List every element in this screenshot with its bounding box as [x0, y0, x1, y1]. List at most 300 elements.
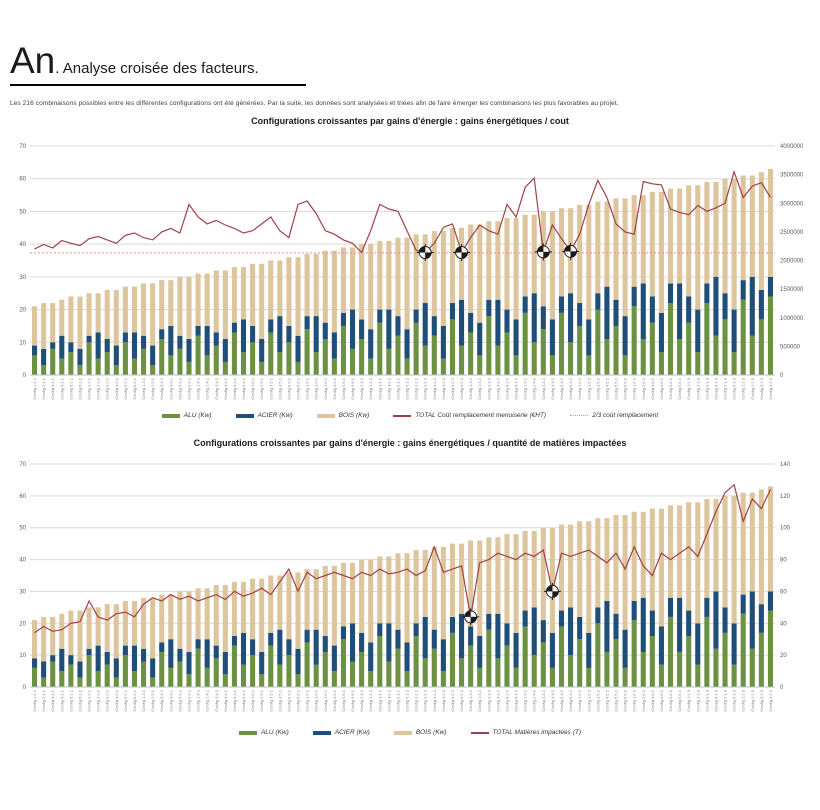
bar-segment-bois — [114, 290, 119, 346]
x-axis-label: Config 5.1.2 — [395, 690, 401, 712]
left-axis-tick-label: 10 — [19, 340, 26, 347]
x-axis-label: Config 2.6.1 — [313, 378, 319, 400]
bar-segment-bois — [486, 537, 491, 613]
bar-segment-acier — [50, 655, 55, 661]
x-axis-label: Config 2.1.2 — [368, 690, 374, 712]
bar-segment-alu — [32, 668, 37, 687]
bar-segment-bois — [105, 604, 110, 652]
x-axis-label: Config 5.1.2 — [395, 378, 401, 400]
bar-segment-bois — [196, 588, 201, 639]
bar-segment-acier — [87, 336, 92, 343]
x-axis-label: Config 6.3.2 — [513, 690, 519, 712]
bar-segment-bois — [732, 496, 737, 623]
x-axis-label: Config 6.6.1 — [350, 690, 355, 712]
bar-segment-alu — [559, 313, 564, 375]
bar-segment-alu — [295, 674, 300, 687]
x-axis-label: Config 1.6.2 — [631, 690, 637, 712]
bar-segment-alu — [59, 671, 64, 687]
bar-segment-alu — [123, 655, 128, 687]
bar-segment-bois — [241, 582, 246, 633]
bar-segment-acier — [250, 326, 255, 342]
bar-segment-alu — [314, 665, 319, 687]
x-axis-label: Config 2.2.3 — [749, 690, 755, 712]
bar-segment-acier — [405, 642, 410, 671]
bar-segment-bois — [159, 595, 164, 643]
chart-cost-plot — [0, 134, 820, 410]
x-axis-label: Config 4.6.2 — [658, 690, 664, 712]
x-axis-label: Config 3.5.2 — [595, 690, 601, 712]
bar-segment-acier — [150, 658, 155, 677]
x-axis-label: Config 1.3.2 — [468, 378, 474, 400]
x-axis-label: Config 3.2.1 — [104, 378, 110, 400]
bar-segment-acier — [205, 326, 210, 355]
x-axis-label: Config 3.1.1 — [50, 378, 56, 400]
bar-segment-alu — [686, 636, 691, 687]
bar-segment-alu — [595, 623, 600, 687]
x-axis-label: Config 2.3.1 — [150, 690, 156, 712]
bar-segment-alu — [704, 303, 709, 375]
bar-segment-bois — [214, 270, 219, 332]
bar-segment-bois — [150, 283, 155, 345]
bar-segment-alu — [722, 319, 727, 375]
bar-segment-bois — [613, 198, 618, 299]
bar-segment-acier — [68, 342, 73, 352]
bar-segment-acier — [523, 296, 528, 312]
x-axis-label: Config 2.2.1 — [95, 690, 101, 712]
bar-segment-bois — [659, 509, 664, 627]
x-axis-label: Config 4.3.2 — [495, 690, 501, 712]
bar-segment-bois — [395, 553, 400, 629]
bar-segment-alu — [150, 677, 155, 687]
bar-segment-alu — [650, 636, 655, 687]
bar-segment-acier — [722, 293, 727, 319]
left-axis-tick-label: 40 — [19, 242, 26, 249]
datum-target-marker-icon — [544, 583, 561, 600]
bar-segment-acier — [123, 646, 128, 656]
bar-segment-bois — [332, 251, 337, 333]
bar-segment-bois — [559, 208, 564, 296]
right-axis-tick-label: 4000000 — [780, 144, 804, 150]
bar-segment-bois — [514, 534, 519, 633]
bar-segment-bois — [432, 547, 437, 630]
x-axis-label: Config 3.1.1 — [50, 690, 56, 712]
bar-segment-bois — [586, 521, 591, 633]
x-axis-label: Config 1.5.2 — [577, 378, 583, 400]
x-axis-label: Config 2.5.1 — [259, 378, 265, 400]
bar-segment-alu — [595, 310, 600, 375]
bar-segment-bois — [132, 601, 137, 646]
bar-segment-alu — [168, 355, 173, 375]
bar-segment-acier — [704, 283, 709, 303]
chart-materials-section — [0, 438, 820, 736]
bar-segment-bois — [695, 502, 700, 623]
bar-segment-acier — [241, 319, 246, 352]
bar-segment-bois — [732, 179, 737, 310]
x-axis-label: Config 3.5.2 — [595, 378, 601, 400]
bar-segment-acier — [741, 280, 746, 300]
x-axis-label: Config 2.1.3 — [695, 690, 701, 712]
bar-segment-acier — [114, 658, 119, 677]
x-axis-label: Config 5.2.2 — [450, 690, 455, 712]
bar-segment-alu — [395, 649, 400, 687]
bar-segment-alu — [359, 339, 364, 375]
bar-segment-alu — [414, 323, 419, 375]
legend-bar-swatch — [317, 414, 335, 418]
x-axis-label: Config 4.6.1 — [331, 378, 337, 400]
bar-segment-bois — [32, 306, 37, 345]
bar-segment-acier — [196, 326, 201, 336]
bar-segment-alu — [495, 658, 500, 687]
bar-segment-bois — [259, 264, 264, 339]
bar-segment-bois — [677, 189, 682, 284]
legend-label: ACIER (Kw) — [257, 412, 293, 419]
bar-segment-alu — [523, 626, 528, 687]
bar-segment-alu — [32, 355, 37, 375]
bar-segment-bois — [659, 192, 664, 313]
x-axis-label: Config 1.2.1 — [86, 690, 92, 712]
bar-segment-alu — [577, 639, 582, 687]
bar-segment-alu — [286, 655, 291, 687]
bar-segment-acier — [532, 293, 537, 342]
right-axis-tick-label: 80 — [780, 557, 787, 564]
bar-segment-acier — [259, 652, 264, 674]
bar-segment-alu — [68, 352, 73, 375]
bar-segment-bois — [504, 218, 509, 310]
bar-segment-bois — [577, 521, 582, 617]
x-axis-label: Config 2.5.2 — [586, 378, 592, 400]
right-axis-tick-label: 120 — [780, 493, 791, 500]
bar-segment-alu — [177, 349, 182, 375]
bar-segment-alu — [623, 668, 628, 687]
x-axis-label: Config 1.5.1 — [250, 378, 256, 400]
bar-segment-alu — [604, 652, 609, 687]
bar-segment-alu — [223, 362, 228, 375]
left-axis-tick-label: 10 — [19, 653, 26, 660]
legend-bar-swatch — [162, 414, 180, 418]
bar-segment-bois — [87, 607, 92, 648]
bar-segment-acier — [395, 316, 400, 336]
bar-segment-bois — [368, 560, 373, 643]
bar-segment-acier — [504, 623, 509, 645]
bar-segment-acier — [41, 662, 46, 678]
bar-segment-bois — [450, 544, 455, 617]
x-axis-label: Config 1.1.2 — [359, 378, 365, 400]
bar-segment-alu — [768, 611, 773, 687]
bar-segment-acier — [532, 607, 537, 655]
x-axis-label: Config 5.5.1 — [286, 378, 292, 400]
bar-segment-acier — [613, 614, 618, 639]
bar-segment-acier — [68, 655, 73, 665]
bar-segment-bois — [168, 280, 173, 326]
bar-segment-alu — [223, 674, 228, 687]
bar-segment-acier — [323, 636, 328, 652]
bar-segment-bois — [114, 604, 119, 658]
bar-segment-bois — [96, 293, 101, 332]
bar-segment-acier — [132, 646, 137, 671]
x-axis-label: Config 5.4.1 — [231, 378, 237, 400]
x-axis-label: Config 3.2.3 — [758, 690, 764, 712]
bar-segment-acier — [305, 316, 310, 329]
legend-label: BOIS (Kw) — [338, 412, 370, 419]
x-axis-label: Config 6.1.1 — [77, 690, 83, 712]
bar-segment-bois — [623, 198, 628, 316]
bar-segment-alu — [205, 668, 210, 687]
left-axis-tick-label: 0 — [22, 685, 26, 691]
right-axis-tick-label: 3500000 — [780, 172, 804, 179]
bar-segment-bois — [623, 515, 628, 630]
bar-segment-acier — [214, 332, 219, 345]
bar-segment-bois — [477, 540, 482, 636]
page-header — [10, 42, 800, 107]
x-axis-label: Config 1.3.1 — [141, 378, 147, 400]
bar-segment-bois — [595, 518, 600, 607]
bar-segment-acier — [268, 319, 273, 332]
x-axis-label: Config 3.1.2 — [377, 690, 383, 712]
bar-segment-alu — [268, 332, 273, 375]
bar-segment-alu — [586, 355, 591, 375]
bar-segment-acier — [441, 326, 446, 359]
bar-segment-bois — [368, 244, 373, 329]
bar-segment-alu — [250, 342, 255, 375]
bar-segment-alu — [196, 649, 201, 687]
right-axis-tick-label: 2000000 — [780, 258, 804, 265]
bar-segment-bois — [750, 175, 755, 276]
bar-segment-acier — [677, 598, 682, 652]
bar-segment-bois — [59, 614, 64, 649]
x-axis-label: Config 4.3.2 — [495, 378, 501, 400]
bar-segment-alu — [423, 658, 428, 687]
bar-segment-alu — [432, 336, 437, 375]
x-axis-label: Config 1.4.2 — [522, 378, 528, 400]
bar-segment-bois — [768, 169, 773, 277]
legend-item — [239, 729, 289, 736]
bar-segment-acier — [495, 614, 500, 659]
bar-segment-bois — [386, 241, 391, 310]
bar-segment-acier — [259, 339, 264, 362]
x-axis-label: Config 1.2.3 — [740, 690, 746, 712]
bar-segment-alu — [504, 646, 509, 687]
bar-segment-acier — [277, 630, 282, 665]
bar-segment-bois — [477, 225, 482, 323]
bar-segment-alu — [350, 349, 355, 375]
bar-segment-acier — [750, 277, 755, 336]
bar-segment-alu — [641, 652, 646, 687]
bar-segment-bois — [768, 486, 773, 591]
bar-segment-alu — [214, 346, 219, 375]
datum-target-marker-icon — [562, 243, 579, 260]
x-axis-label: Config 4.5.1 — [277, 378, 283, 400]
bar-segment-acier — [541, 620, 546, 642]
bar-segment-acier — [196, 639, 201, 649]
bar-segment-bois — [632, 195, 637, 287]
bar-segment-bois — [514, 218, 519, 319]
x-axis-label: Config 4.4.1 — [222, 378, 228, 400]
bar-segment-alu — [659, 665, 664, 687]
bar-segment-acier — [450, 303, 455, 319]
x-axis-label: Config 6.3.2 — [513, 378, 519, 400]
bar-segment-acier — [577, 617, 582, 639]
x-axis-label: Config 2.1.2 — [368, 378, 374, 400]
bar-segment-alu — [741, 300, 746, 375]
bar-segment-bois — [186, 591, 191, 652]
legend-item — [393, 412, 546, 419]
bar-segment-acier — [123, 332, 128, 342]
x-axis-label: Config 4.2.3 — [768, 378, 773, 400]
bar-segment-bois — [286, 572, 291, 639]
x-axis-label: Config 6.5.1 — [295, 378, 301, 400]
bar-segment-acier — [459, 614, 464, 659]
x-axis-label: Config 2.4.2 — [531, 690, 537, 712]
bar-segment-acier — [741, 595, 746, 614]
bar-segment-bois — [713, 182, 718, 277]
bar-segment-acier — [359, 633, 364, 652]
x-axis-label: Config 3.6.1 — [322, 690, 328, 712]
bar-segment-bois — [668, 505, 673, 597]
legend-bar-swatch — [239, 731, 257, 735]
legend-bar-swatch — [313, 731, 331, 735]
x-axis-label: Config 6.1.2 — [404, 690, 410, 712]
bar-segment-acier — [295, 336, 300, 362]
bar-segment-alu — [241, 352, 246, 375]
x-axis-label: Config 5.1.3 — [722, 690, 728, 712]
bar-segment-bois — [132, 287, 137, 333]
x-axis-label: Config 1.1.3 — [686, 378, 692, 400]
bar-segment-alu — [713, 649, 718, 687]
bar-segment-acier — [150, 346, 155, 366]
bar-segment-acier — [323, 323, 328, 339]
bar-segment-acier — [732, 623, 737, 664]
x-axis-label: Config 4.2.2 — [440, 378, 446, 400]
x-axis-label: Config 5.5.2 — [613, 690, 619, 712]
bar-segment-acier — [395, 630, 400, 649]
bar-segment-bois — [441, 547, 446, 639]
bar-segment-alu — [41, 677, 46, 687]
page-title-text: . Analyse croisée des facteurs. — [55, 60, 259, 77]
x-axis-label: Config 5.6.2 — [668, 690, 673, 712]
bar-segment-bois — [595, 202, 600, 294]
bar-segment-alu — [259, 362, 264, 375]
left-axis-tick-label: 60 — [19, 493, 26, 500]
bar-segment-alu — [405, 671, 410, 687]
bar-segment-bois — [704, 182, 709, 283]
bar-segment-bois — [759, 172, 764, 290]
bar-segment-acier — [650, 296, 655, 322]
bar-segment-alu — [105, 352, 110, 375]
bar-segment-bois — [750, 493, 755, 592]
bar-segment-bois — [250, 264, 255, 326]
x-axis-label: Config 2.2.3 — [749, 378, 755, 400]
bar-segment-bois — [295, 257, 300, 336]
bar-segment-acier — [32, 346, 37, 356]
bar-segment-bois — [486, 221, 491, 300]
bar-segment-acier — [114, 346, 119, 366]
legend-line-swatch — [471, 732, 489, 734]
x-axis-label: Config 6.4.2 — [568, 690, 574, 712]
bar-segment-alu — [377, 636, 382, 687]
x-axis-label: Config 4.6.1 — [331, 690, 337, 712]
left-axis-tick-label: 60 — [19, 176, 26, 183]
bar-segment-bois — [177, 277, 182, 336]
x-axis-label: Config 4.5.2 — [604, 378, 610, 400]
bar-segment-acier — [632, 601, 637, 620]
bar-segment-acier — [523, 611, 528, 627]
bar-segment-acier — [141, 336, 146, 349]
x-axis-label: Config 4.6.2 — [658, 378, 664, 400]
bar-segment-acier — [577, 303, 582, 326]
legend-label: TOTAL Matières impactées (T) — [492, 729, 582, 736]
left-axis-tick-label: 50 — [19, 525, 26, 532]
bar-segment-acier — [514, 319, 519, 355]
bar-segment-bois — [268, 261, 273, 320]
bar-segment-alu — [613, 639, 618, 687]
bar-segment-acier — [314, 630, 319, 665]
x-axis-label: Config 4.2.2 — [440, 690, 446, 712]
bar-segment-alu — [59, 359, 64, 375]
bar-segment-bois — [350, 247, 355, 309]
x-axis-label: Config 6.4.1 — [241, 378, 246, 400]
bar-segment-bois — [559, 525, 564, 611]
x-axis-label: Config 2.4.2 — [531, 378, 537, 400]
bar-segment-bois — [495, 537, 500, 613]
bar-segment-bois — [532, 531, 537, 607]
x-axis-label: Config 5.1.3 — [722, 378, 728, 400]
bar-segment-alu — [141, 349, 146, 375]
bar-segment-acier — [295, 649, 300, 674]
bar-segment-bois — [704, 499, 709, 598]
bar-segment-alu — [141, 662, 146, 687]
bar-segment-bois — [550, 528, 555, 633]
x-axis-label: Config 4.5.1 — [277, 690, 283, 712]
bar-segment-alu — [405, 359, 410, 375]
bar-segment-acier — [495, 300, 500, 346]
x-axis-label: Config 3.1.2 — [377, 378, 383, 400]
x-axis-label: Config 4.3.1 — [168, 378, 174, 400]
bar-segment-alu — [468, 646, 473, 687]
x-axis-label: Config 5.6.2 — [668, 378, 673, 400]
x-axis-label: Config 1.5.1 — [250, 690, 256, 712]
x-axis-label: Config 6.3.1 — [186, 690, 192, 712]
bar-segment-acier — [105, 339, 110, 352]
bar-segment-alu — [632, 306, 637, 375]
bar-segment-bois — [314, 254, 319, 316]
bar-segment-acier — [241, 633, 246, 665]
bar-segment-bois — [395, 238, 400, 317]
x-axis-label: Config 2.6.2 — [640, 378, 646, 400]
right-axis-tick-label: 60 — [780, 589, 787, 596]
x-axis-label: Config 5.4.2 — [559, 690, 564, 712]
bar-segment-acier — [286, 639, 291, 655]
x-axis-label: Config 3.2.2 — [431, 690, 437, 712]
bar-segment-alu — [241, 665, 246, 687]
x-axis-label: Config 6.4.2 — [568, 378, 574, 400]
bar-segment-bois — [332, 566, 337, 646]
legend-label: 2/3 coût remplacement — [592, 412, 659, 419]
x-axis-label: Config 1.1.3 — [686, 690, 692, 712]
bar-segment-alu — [368, 671, 373, 687]
bar-segment-alu — [277, 352, 282, 375]
bar-segment-bois — [205, 588, 210, 639]
bar-segment-bois — [722, 496, 727, 608]
bar-segment-acier — [713, 277, 718, 336]
bar-segment-acier — [477, 323, 482, 356]
bar-segment-alu — [332, 359, 337, 375]
bar-segment-alu — [414, 636, 419, 687]
bar-segment-alu — [441, 671, 446, 687]
bar-segment-alu — [250, 655, 255, 687]
x-axis-label: Config 4.1.2 — [386, 378, 392, 400]
bar-segment-alu — [386, 349, 391, 375]
x-axis-label: Config 6.2.1 — [132, 378, 137, 400]
